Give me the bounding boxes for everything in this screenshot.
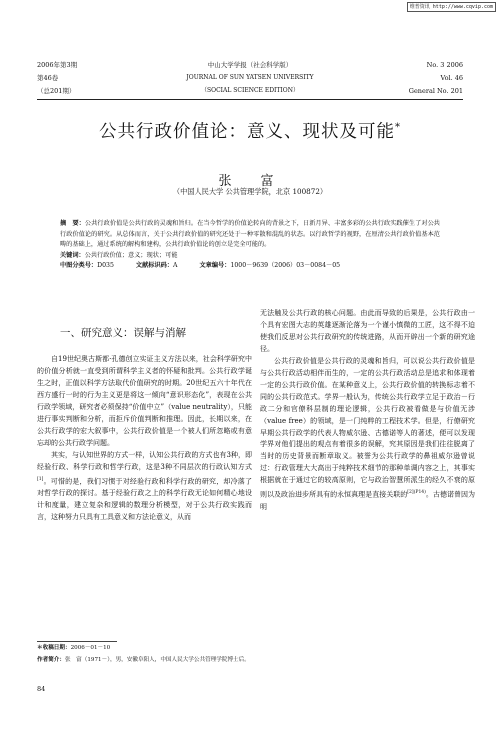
header-journal-cn: 中山大学学报（社会科学版） bbox=[207, 61, 293, 69]
header-general-no: General No. 201 bbox=[408, 87, 463, 95]
author-info-text: 张 富（1971－），男，安徽阜阳人，中国人民大学公共管理学院博士后。 bbox=[64, 657, 250, 663]
doc-code-value: A bbox=[173, 262, 178, 270]
header-rule bbox=[37, 99, 463, 100]
header-no: No. 3 2006 bbox=[426, 61, 463, 69]
paper-title-text: 公共行政价值论：意义、现状及可能 bbox=[99, 122, 395, 142]
author-info-label: 作者简介： bbox=[37, 657, 65, 663]
abstract bbox=[60, 219, 440, 251]
received-label: ＊收稿日期： bbox=[37, 645, 71, 651]
title-footnote-mark: * bbox=[395, 122, 401, 134]
left-paragraph-2 bbox=[37, 450, 252, 524]
citation-2: [2](P14) bbox=[407, 490, 426, 496]
header-volume: 第46卷 bbox=[37, 74, 59, 82]
keywords-label: 关键词： bbox=[60, 251, 85, 259]
footnote-received bbox=[37, 643, 110, 653]
clc-label: 中图分类号： bbox=[60, 262, 98, 270]
right-column bbox=[260, 308, 475, 514]
clc-value: D035 bbox=[97, 262, 114, 270]
header-general-number: （总201期） bbox=[37, 87, 76, 95]
doc-code-label: 文献标识码： bbox=[135, 262, 174, 270]
right-paragraph-2 bbox=[260, 356, 475, 514]
keywords-text: 公共行政价值；意义；现状；可能 bbox=[84, 251, 178, 259]
right-paragraph-2-text-b: 。古德诺曾因为明 bbox=[260, 490, 476, 511]
header-issue: 2006年第3期 bbox=[37, 61, 78, 69]
abstract-block bbox=[60, 219, 440, 272]
abstract-label: 摘 要： bbox=[60, 220, 85, 227]
left-paragraph-2-text-b: 。可惜的是，我们习惯于对经验行政和科学行政的研究，却冷落了对哲学行政的探讨。基于经验行政之上的科学行政无论如何精心地设计和度量，建立复杂和逻辑的数理分析模型，对于公共行政实践而言，这种努力只具有工具意义和方法论意义，从而 bbox=[37, 476, 252, 521]
article-number-label: 文章编号： bbox=[199, 262, 231, 270]
right-paragraph-2-text-a: 公共行政价值是公共行政的灵魂和旨归，可以说公共行政价值是与公共行政活动相伴而生的，一定的公共行政活动总是追求和体现着一定的公共行政价值。在某种意义上，公共行政价值的转换标志着不同的公共行政范式。学界一般认为，传统公共行政学立足于政治－行政二分和官僚科层制的理论逻辑，公共行政被看做是与价值无涉（value free）的领域，是一门纯粹的工程技术学。但是，行僚研究早期公共行政学的代表人物威尔逊、古德诺等人的著述，便可以发现学界对他们提出的观点有着很多的误解，究其原因是我们往往脱离了当时的历史背景而断章取义。被誉为公共行政学的鼻祖威尔逊曾说过：行政管理大大高出于纯粹技术细节的那种单调内容之上，其事实根据就在于通过它的较高原则，它与政治智慧所派生的经久不衰的原则以及政治进步所具有的永恒真理是直接关联的 bbox=[260, 356, 475, 499]
header-journal-edition: （SOCIAL SCIENCE EDITION） bbox=[201, 87, 299, 94]
author-affiliation: （中国人民大学 公共管理学院，北京 100872） bbox=[172, 187, 328, 196]
header-vol: Vol. 46 bbox=[440, 74, 463, 82]
left-column bbox=[37, 354, 252, 524]
header-journal-en: JOURNAL OF SUN YATSEN UNIVERSITY bbox=[186, 74, 314, 81]
section-heading: 一、研究意义：误解与消解 bbox=[60, 327, 186, 339]
footnote-author bbox=[37, 655, 250, 665]
source-stamp: 维普资讯 http://www.cqvip.com bbox=[407, 2, 496, 12]
right-paragraph-1: 无法触及公共行政的核心问题。由此而导致的后果是，公共行政由一个具有宏图大志的英雄逐渐沦落为一个谨小慎微的工匠，这不得不迫使我们反思对公共行政研究的传统进路，从而开辟出一个新的研究途径。 bbox=[260, 309, 475, 353]
abstract-text: 公共行政价值是公共行政的灵魂和旨归。在当今哲学的价值论转向的背景之下，日新月异、丰富多彩的公共行政实践催生了对公共行政价值论的研究。从总体而言，关于公共行政价值的研究还处于一种零散和混乱的状态。以行政哲学的视野，在厘清公共行政价值基本范畴的基础上，通过系统的解构和建构，公共行政价值论的创立是完全可能的。 bbox=[60, 220, 440, 249]
left-paragraph-1: 自19世纪奥古斯都·孔德创立实证主义方法以来，社会科学研究中的价值分析就一直受到所谓科学主义者的怀疑和批判。公共行政学诞生之时，正值以科学方法取代价值研究的时期。20世纪五六十年代在西方盛行一时的行为主义更是将这一倾向“意识形态化”，表现在公共行政学领域，研究者必须保持“价值中立”（value neutrality），只能进行事实判断和分析，而拒斥价值判断和推理。因此，长期以来，在公共行政学的宏大叙事中，公共行政价值是一个被人们所忽略或有意忘却的公共行政学问题。 bbox=[37, 355, 252, 447]
footnote-rule bbox=[37, 641, 117, 642]
page-number: 84 bbox=[37, 685, 46, 693]
keywords bbox=[60, 251, 440, 262]
left-paragraph-2-text-a: 其实，与认知世界的方式一样，认知公共行政的方式也有3种，即经验行政、科学行政和哲学行政，这是3种不同层次的行政认知方式 bbox=[37, 450, 252, 471]
classification-line bbox=[60, 261, 440, 272]
received-date: 2006－01－10 bbox=[70, 645, 111, 651]
citation-1: [1] bbox=[37, 476, 44, 482]
author-name: 张 富 bbox=[218, 174, 282, 189]
article-number-value: 1000－9639（2006）03－0084－05 bbox=[230, 262, 341, 270]
paper-title bbox=[0, 118, 500, 143]
